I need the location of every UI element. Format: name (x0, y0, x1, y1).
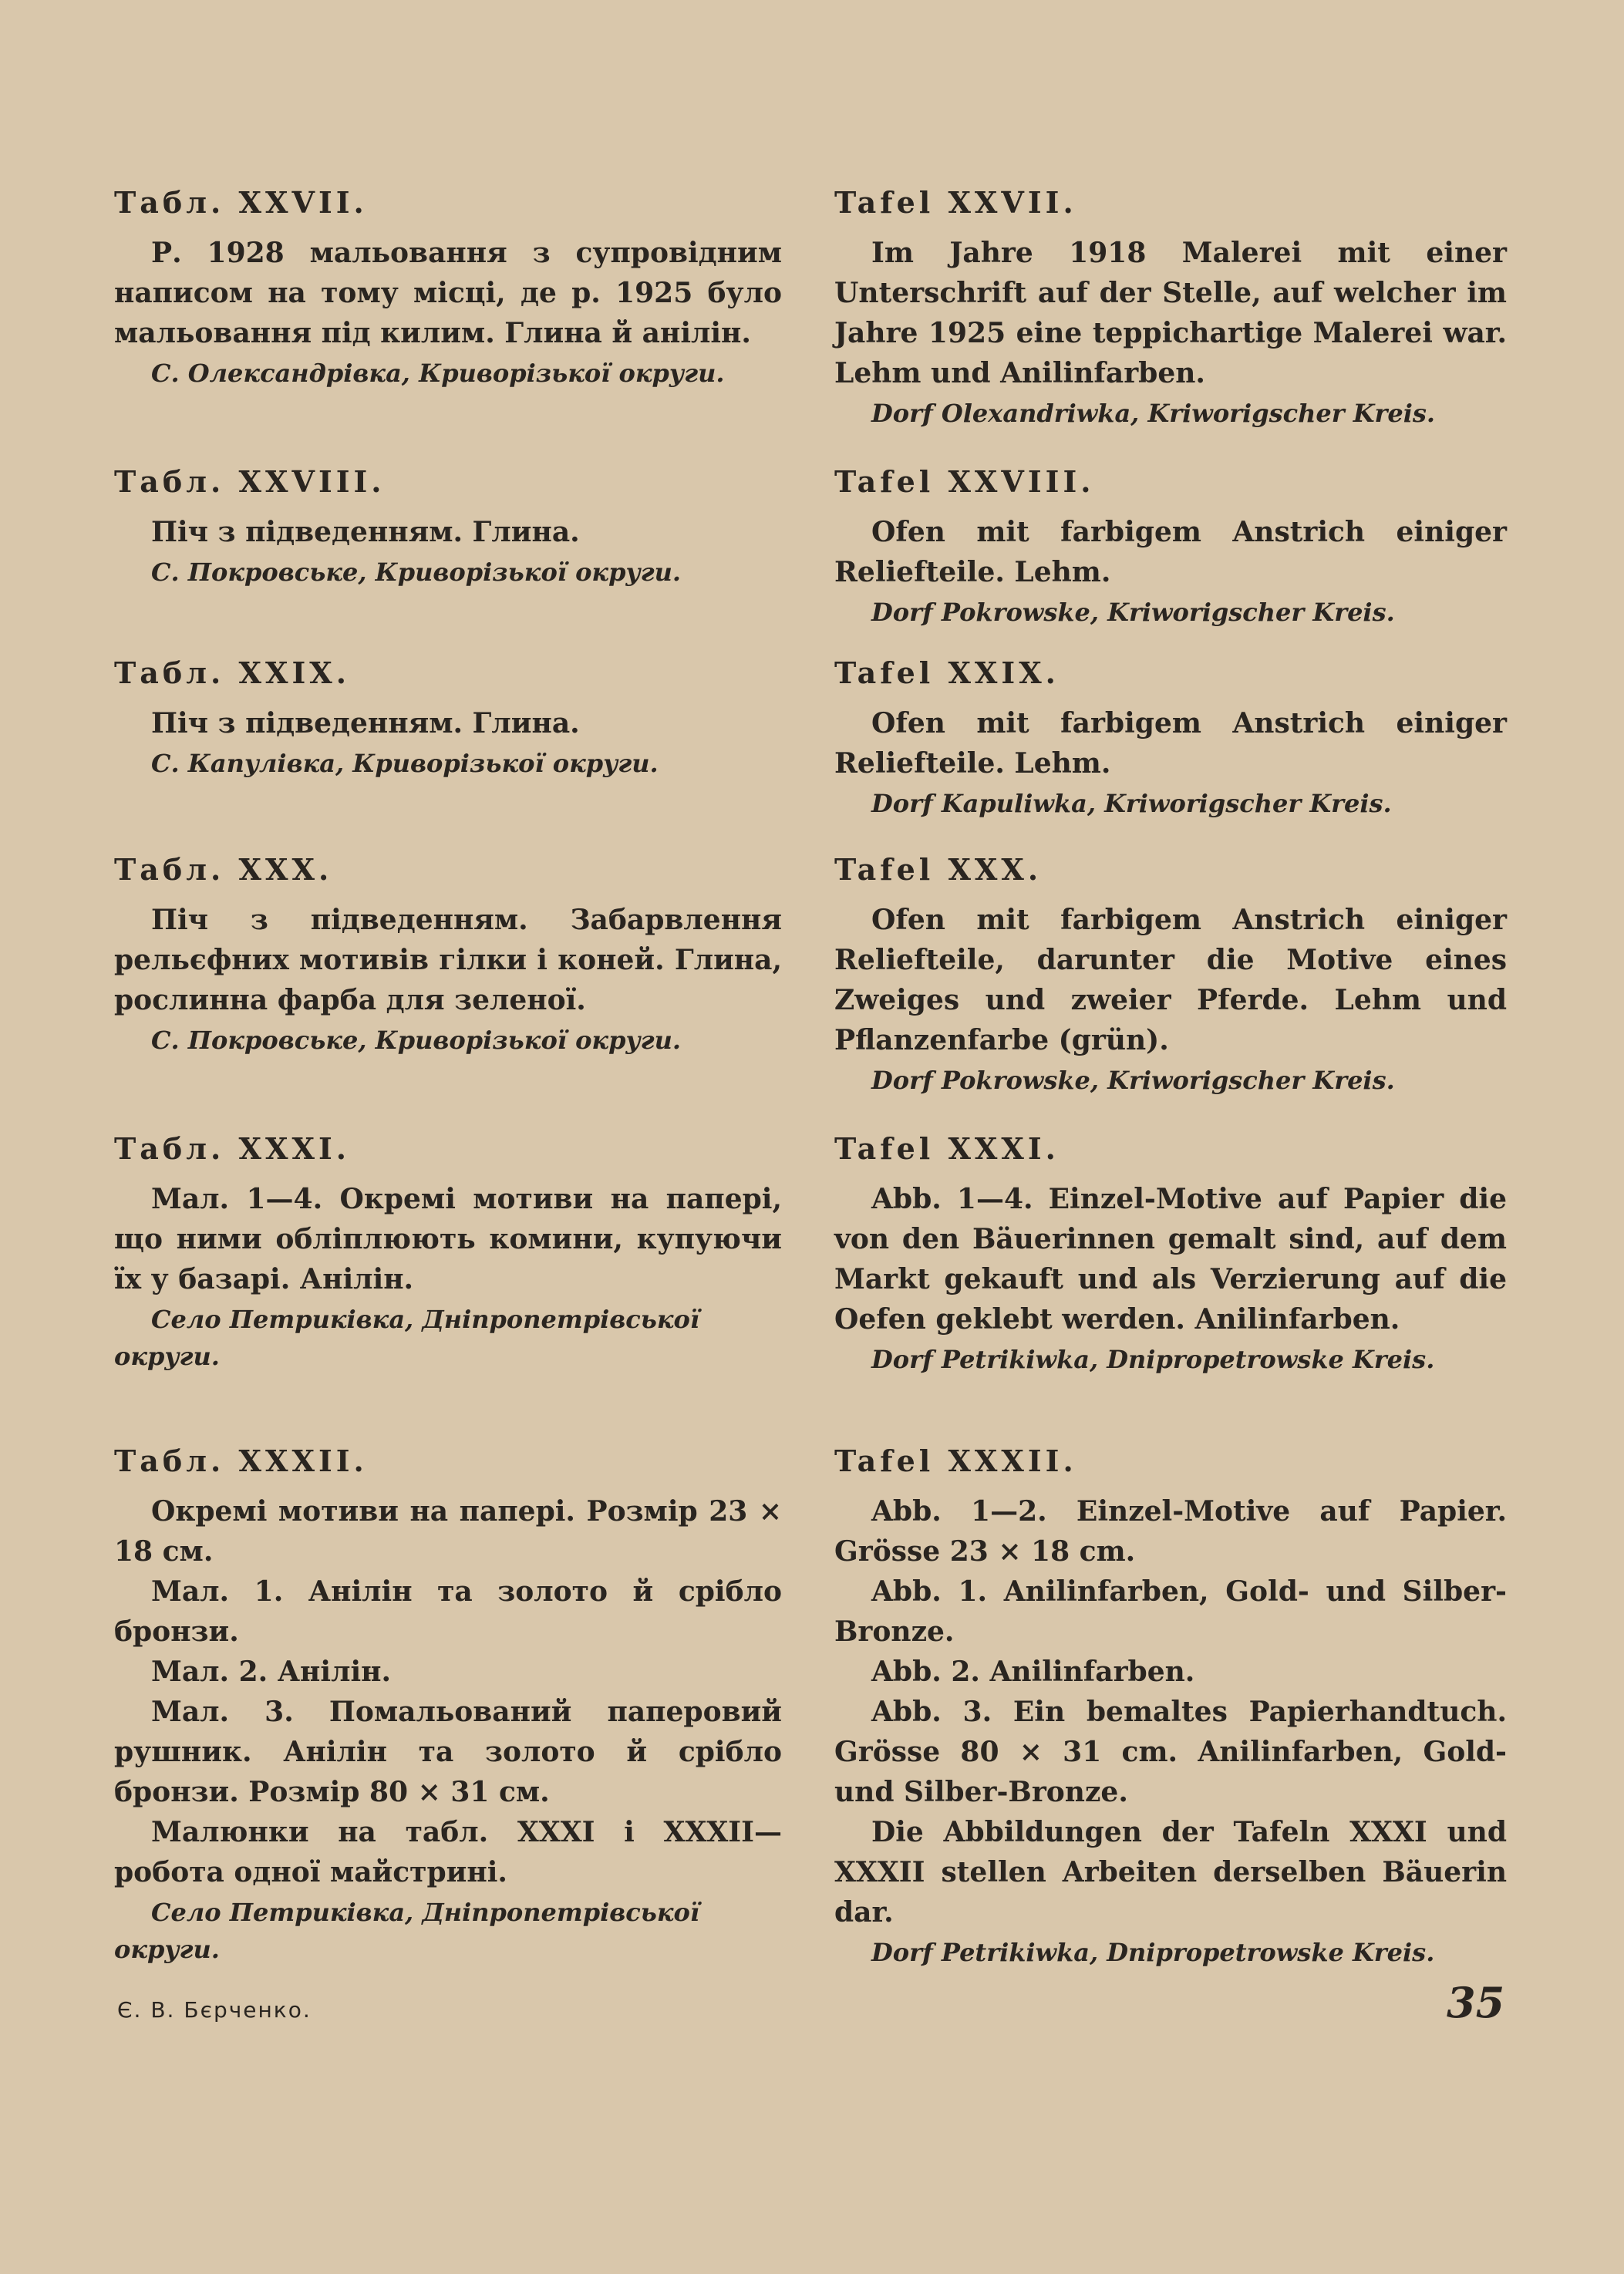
plate-entry-xxxii-de (834, 1442, 1507, 1971)
plate-description: Abb. 3. Ein bemaltes Papierhandtuch. Grösse 80 × 31 cm. Anilinfarben, Gold- und Silber-Bronze. (834, 1696, 1507, 1808)
plate-location: Село Петриківка, Дніпропетрівської округи. (114, 1898, 700, 1964)
plate-description: Abb. 2. Anilinfarben. (871, 1656, 1195, 1688)
plate-entry-xxix-ua (114, 654, 782, 851)
plate-entry-xxx-ua (114, 851, 782, 1130)
plate-heading: Табл. XXIX. (114, 655, 350, 690)
plate-description: Ofen mit farbigem Anstrich einiger Reliefteile, darunter die Motive eines Zweiges und zweier Pferde. Lehm und Pflanzenfarbe (grün). (834, 904, 1507, 1056)
plate-location: С. Покровське, Криворізької округи. (151, 558, 681, 587)
plate-description: Ofen mit farbigem Anstrich einiger Reliefteile. Lehm. (834, 707, 1507, 780)
plate-entry-xxvii-ua (114, 184, 782, 463)
plate-heading: Табл. XXXI. (114, 1131, 350, 1166)
plate-heading: Tafel XXVII. (834, 185, 1077, 220)
plate-location: С. Покровське, Криворізької округи. (151, 1026, 681, 1055)
plate-location: Dorf Pokrowske, Kriworigscher Kreis. (871, 1066, 1395, 1095)
plate-description: Im Jahre 1918 Malerei mit einer Unterschrift auf der Stelle, auf welcher im Jahre 1925 eine teppichartige Malerei war. Lehm und Anilinfarben. (834, 237, 1507, 389)
plate-location: Dorf Pokrowske, Kriworigscher Kreis. (871, 598, 1395, 627)
plate-heading: Табл. XXXII. (114, 1444, 368, 1478)
plate-heading: Табл. XXVII. (114, 185, 368, 220)
plate-description: Die Abbildungen der Tafeln XXXI und XXXII stellen Arbeiten derselben Bäuerin dar. (834, 1816, 1507, 1929)
author-credit: Є. В. Бєрченко. (117, 1997, 312, 2023)
plate-entry-xxxi-ua (114, 1130, 782, 1442)
plate-description: Abb. 1—2. Einzel-Motive auf Papier. Grösse 23 × 18 cm. (834, 1495, 1507, 1568)
plate-heading: Tafel XXXII. (834, 1444, 1077, 1478)
plate-entry-xxx-de (834, 851, 1507, 1130)
plate-entry-xxviii-de (834, 463, 1507, 654)
plate-heading: Табл. XXX. (114, 852, 333, 887)
plate-description: Мал. 3. Помальований паперовий рушник. Анілін та золото й срібло бронзи. Розмір 80 × 31 см. (114, 1696, 782, 1808)
ukrainian-column (114, 184, 782, 1968)
plate-heading: Tafel XXVIII. (834, 464, 1095, 499)
plate-entry-xxix-de (834, 654, 1507, 851)
plate-location: С. Олександрівка, Криворізької округи. (151, 359, 725, 388)
plate-heading: Табл. XXVIII. (114, 464, 386, 499)
plate-description: Р. 1928 мальовання з супровідним написом на тому місці, де р. 1925 було мальовання під килим. Глина й анілін. (114, 237, 782, 349)
plate-description: Abb. 1. Anilinfarben, Gold- und Silber-Bronze. (834, 1575, 1507, 1648)
plate-description: Піч з підведенням. Глина. (151, 707, 580, 739)
plate-location: С. Капулівка, Криворізької округи. (151, 749, 659, 778)
plate-heading: Tafel XXIX. (834, 655, 1060, 690)
plate-description: Окремі мотиви на папері. Розмір 23 × 18 см. (114, 1495, 782, 1568)
page-number: 35 (1447, 1978, 1505, 2027)
plate-entry-xxxi-de (834, 1130, 1507, 1442)
german-column (834, 184, 1507, 1971)
plate-location: Dorf Petrikiwka, Dnipropetrowske Kreis. (871, 1345, 1435, 1374)
plate-description: Мал. 2. Анілін. (151, 1656, 392, 1688)
plate-description: Мал. 1—4. Окремі мотиви на папері, що ними обліплюють комини, купуючи їх у базарі. Анілін. (114, 1183, 782, 1295)
plate-description: Abb. 1—4. Einzel-Motive auf Papier die von den Bäuerinnen gemalt sind, auf dem Markt gekauft und als Verzierung auf die Oefen geklebt werden. Anilinfarben. (834, 1183, 1507, 1336)
plate-description: Ofen mit farbigem Anstrich einiger Reliefteile. Lehm. (834, 516, 1507, 588)
plate-location: Dorf Olexandriwka, Kriworigscher Kreis. (871, 399, 1436, 428)
plate-entry-xxviii-ua (114, 463, 782, 654)
plate-location: Dorf Petrikiwka, Dnipropetrowske Kreis. (871, 1938, 1435, 1967)
plate-description: Піч з підведенням. Глина. (151, 516, 580, 548)
plate-location: Село Петриківка, Дніпропетрівської округи. (114, 1305, 700, 1371)
plate-description: Мал. 1. Анілін та золото й срібло бронзи. (114, 1575, 782, 1648)
plate-heading: Tafel XXX. (834, 852, 1043, 887)
plate-entry-xxvii-de (834, 184, 1507, 463)
plate-entry-xxxii-ua (114, 1442, 782, 1968)
plate-description: Малюнки на табл. XXXI і XXXII— робота одної майстрині. (114, 1816, 782, 1888)
plate-description: Піч з підведенням. Забарвлення рельєфних мотивів гілки і коней. Глина, рослинна фарба для зеленої. (114, 904, 782, 1016)
plate-location: Dorf Kapuliwka, Kriworigscher Kreis. (871, 789, 1392, 818)
plate-heading: Tafel XXXI. (834, 1131, 1060, 1166)
